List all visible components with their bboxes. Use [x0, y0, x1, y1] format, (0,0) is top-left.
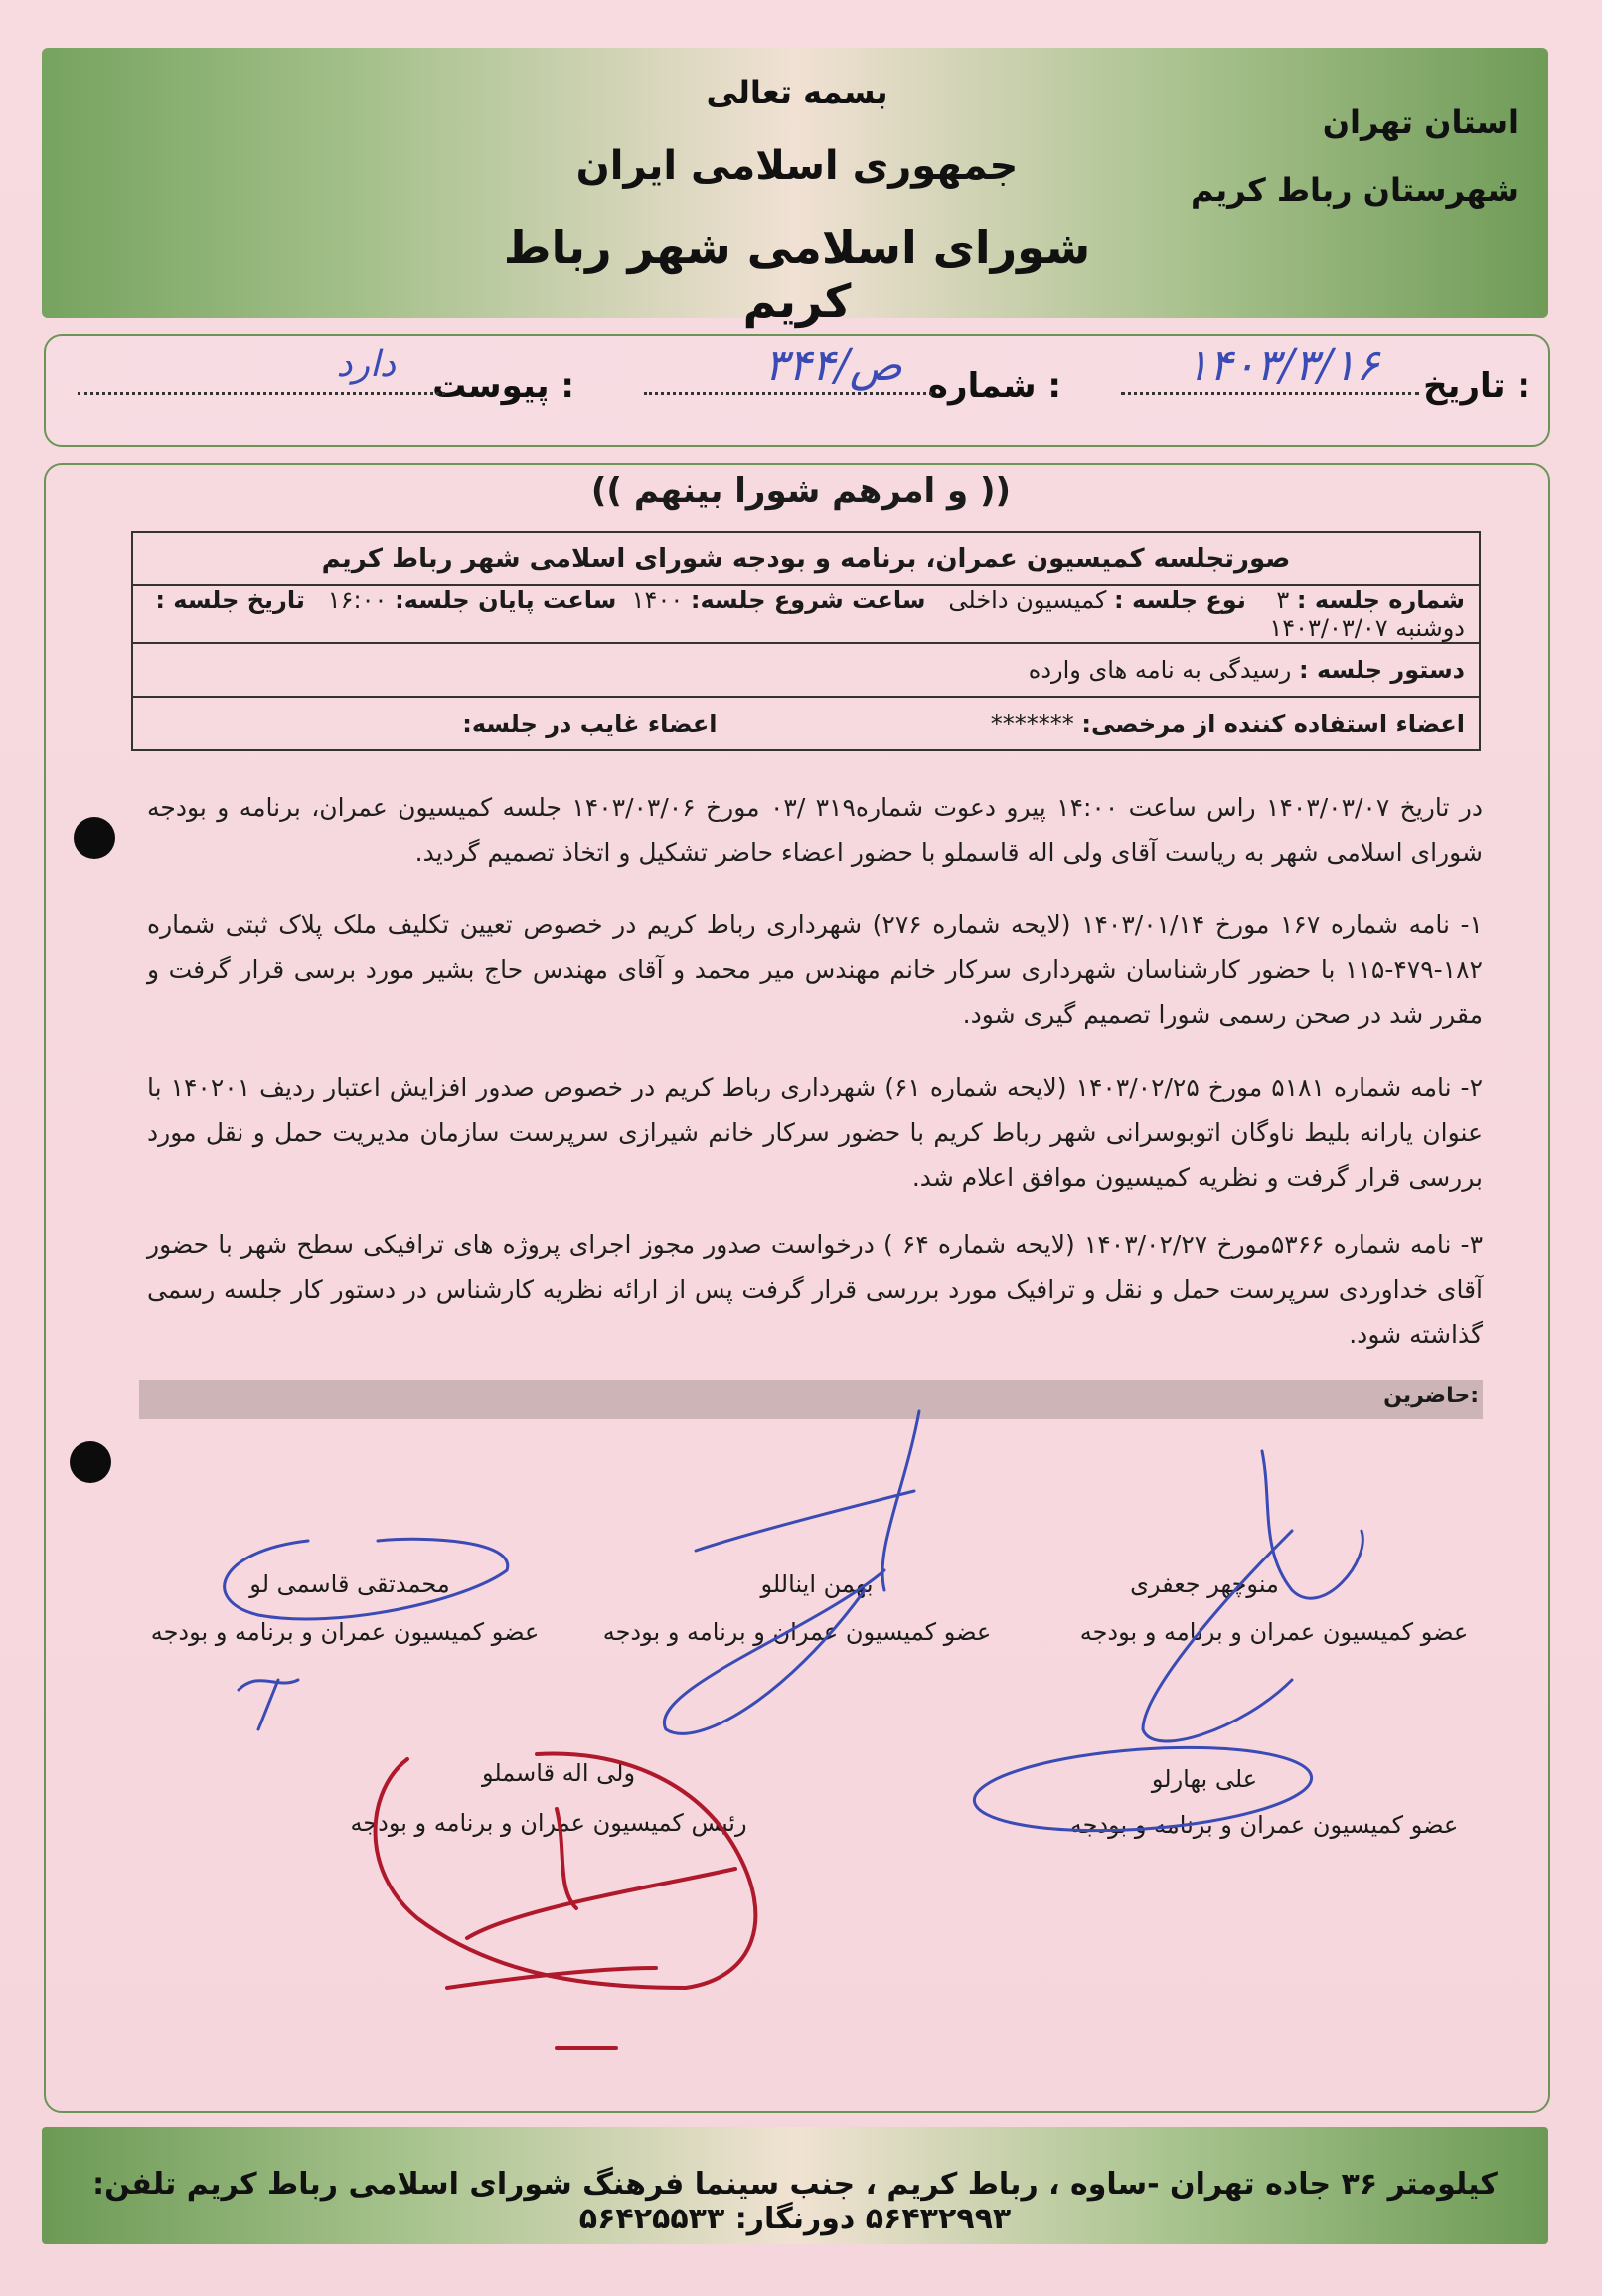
punch-hole-top-icon [74, 817, 115, 859]
signatory-4-name: علی بهارلو [1151, 1765, 1258, 1793]
item-2-paragraph: ۲- نامه شماره ۵۱۸۱ مورخ ۱۴۰۳/۰۲/۲۵ (لایحه شماره ۶۱) شهرداری رباط کریم در خصوص صدور افزایش اعتبار ردیف ۱۴۰۲۰۱ با عنوان یارانه بلیط ناوگان اتوبوسرانی شهر رباط کریم با حضور سرکار خانم شیرازی سرپرست سازمان مدیریت حمل و نقل مورد بررسی قرار گرفت و نظریه کمیسیون موافق اعلام شد. [147, 1073, 1484, 1192]
item-1-paragraph: ۱- نامه شماره ۱۶۷ مورخ ۱۴۰۳/۰۱/۱۴ (لایحه شماره ۲۷۶) شهرداری رباط کریم در خصوص تعیین تکلیف ملک پلاک ثبتی شماره ۱۸۲-۴۷۹-۱۱۵ با حضور کارشناسان شهرداری سرکار خانم مهندس میر محمد و آقای مهندس حاج بشیر مورد برسی قرار گرفت و مقرر شد در صحن رسمی شورا تصمیم گیری شود. [147, 910, 1483, 1029]
letter-meta [44, 334, 1550, 447]
letter-footer [42, 2127, 1548, 2244]
signatory-1-role: عضو کمیسیون عمران و برنامه و بودجه [1079, 1618, 1469, 1646]
signatory-2-role: عضو کمیسیون عمران و برنامه و بودجه [602, 1618, 992, 1646]
signatory-3-name: محمدتقی قاسمی لو [249, 1570, 450, 1598]
number-value: ۳۴۴/ص [764, 340, 902, 391]
basmala: بسمه تعالی [706, 74, 888, 111]
letterhead [42, 48, 1548, 328]
county-label: شهرستان رباط کریم [1191, 171, 1519, 209]
signatory-2-name: بهمن ایناللو [760, 1570, 874, 1598]
date-dots [1121, 392, 1419, 395]
item-3-paragraph: ۳- نامه شماره ۵۳۶۶مورخ ۱۴۰۳/۰۲/۲۷ (لایحه شماره ۶۴ ) درخواست صدور مجوز اجرای پروژه های ترافیکی سطح شهر با حضور آقای خداوردی سرپرست حمل و نقل و ترافیک مورد بررسی قرار گرفت پس از ارائه نظریه کارشناس در دستور کار جلسه رسمی گذاشته شود. [147, 1230, 1483, 1349]
province-label: استان تهران [1322, 103, 1519, 141]
session-table [131, 531, 1481, 751]
punch-hole-bottom-icon [70, 1441, 111, 1483]
attachment-label: پیوست : [432, 366, 574, 406]
signatory-3-role: عضو کمیسیون عمران و برنامه و بودجه [150, 1618, 540, 1646]
intro-paragraph: در تاریخ ۱۴۰۳/۰۳/۰۷ راس ساعت ۱۴:۰۰ پیرو دعوت شماره۳۱۹ /۰۳ مورخ ۱۴۰۳/۰۳/۰۶ جلسه کمیسیون عمران، برنامه و بودجه شورای اسلامی شهر به ریاست آقای ولی اله قاسملو با حضور اعضاء حاضر تشکیل و اتخاذ تصمیم گردید. [147, 793, 1484, 867]
country-title: جمهوری اسلامی ایران [575, 143, 1019, 189]
agenda-row: دستور جلسه : رسیدگی به نامه های وارده [132, 643, 1480, 697]
motto: (( و امرهم شورا بینهم )) [590, 471, 1012, 511]
council-title: شورای اسلامی شهر رباط کریم [503, 221, 1091, 328]
session-info-row: شماره جلسه : ۳ نوع جلسه : کمیسیون داخلی ساعت شروع جلسه: ۱۴۰۰ ساعت پایان جلسه: ۱۶:۰۰ تاریخ جلسه : دوشنبه ۱۴۰۳/۰۳/۰۷ [132, 585, 1480, 643]
attendees-bar [139, 1380, 1483, 1419]
attachment-value: دارد [336, 344, 396, 385]
attendees-label: حاضرین: [1383, 1384, 1479, 1408]
number-label: شماره : [927, 366, 1061, 406]
session-title: صورتجلسه کمیسیون عمران، برنامه و بودجه شورای اسلامی شهر رباط کریم [132, 532, 1480, 585]
number-dots [644, 392, 932, 395]
signatory-5-role: رئیس کمیسیون عمران و برنامه و بودجه [350, 1809, 747, 1837]
date-value: ۱۴۰۳/۳/۱۶ [1185, 340, 1379, 391]
signatory-5-name: ولی اله قاسملو [481, 1759, 636, 1787]
signatory-4-role: عضو کمیسیون عمران و برنامه و بودجه [1069, 1811, 1459, 1839]
attachment-dots [78, 392, 445, 395]
footer-address: کیلومتر ۳۶ جاده تهران -ساوه ، رباط کریم ، جنب سینما فرهنگ شورای اسلامی رباط کریم تلفن: ۵۶۴۳۲۹۹۳ دورنگار: ۵۶۴۲۵۵۳۳ [92, 2167, 1498, 2236]
members-row: اعضاء استفاده کننده از مرخصی: ******* اعضاء غایب در جلسه: [132, 697, 1480, 750]
signatory-1-name: منوچهر جعفری [1130, 1570, 1279, 1598]
date-label: تاریخ : [1423, 366, 1530, 406]
